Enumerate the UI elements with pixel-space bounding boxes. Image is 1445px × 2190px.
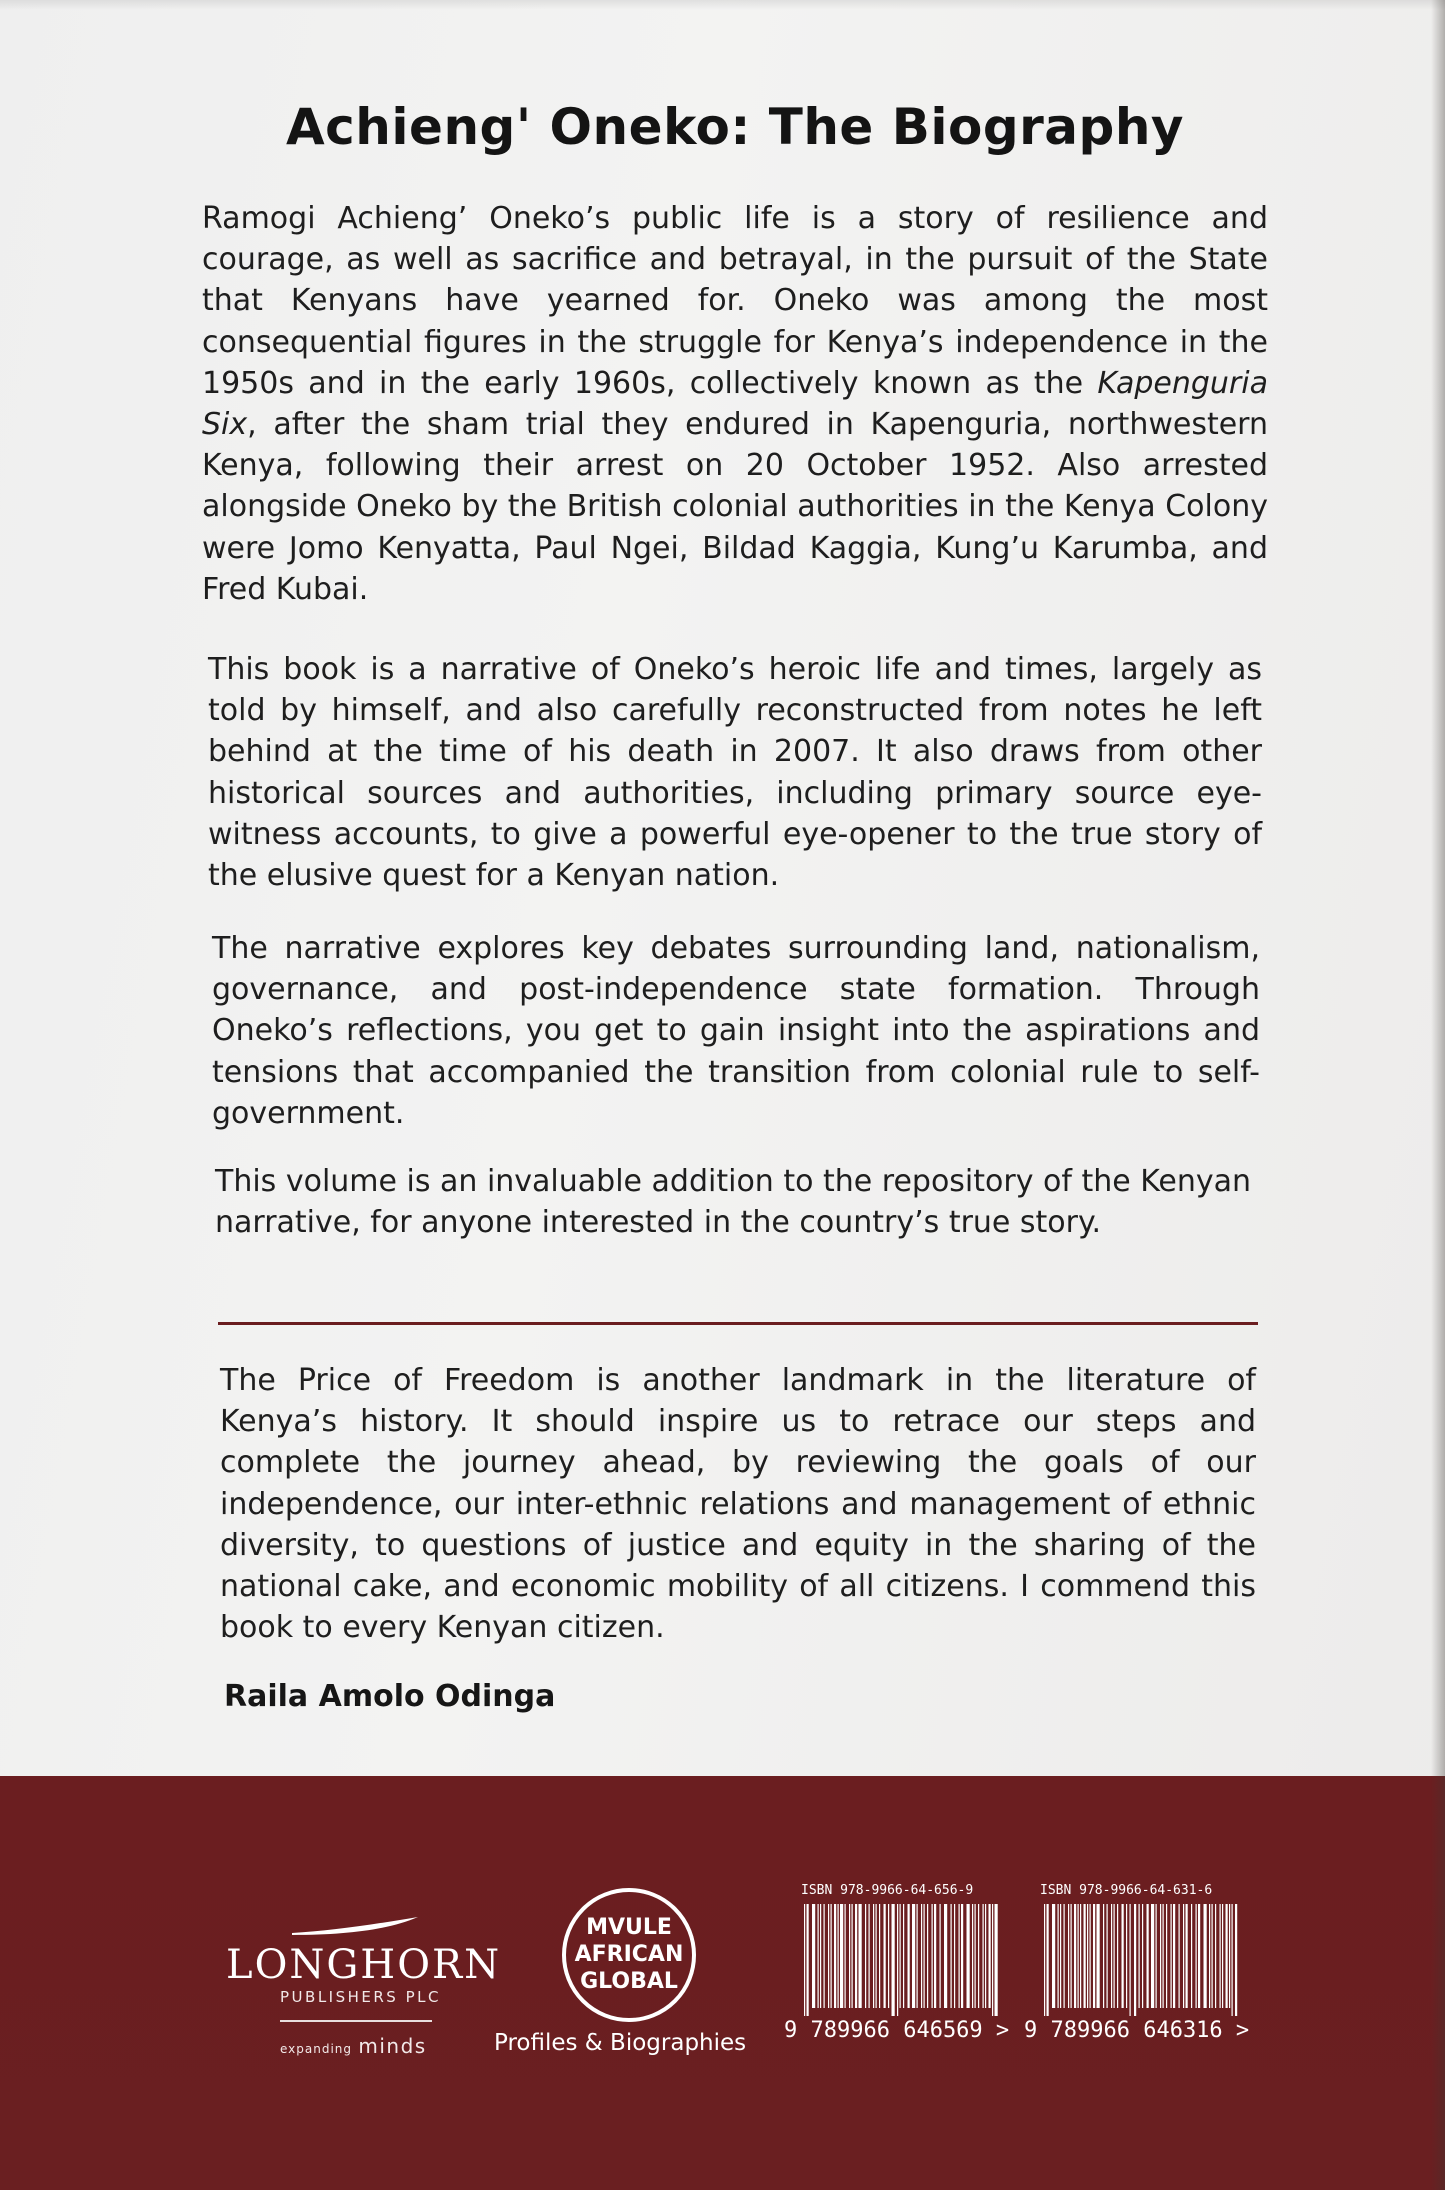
barcode-bar: [1156, 1904, 1157, 2008]
barcode-bar: [869, 1904, 870, 2008]
barcode-bar: [940, 1904, 941, 2008]
barcode-bar: [1229, 1904, 1230, 2008]
barcode-bar: [820, 1904, 821, 2008]
barcode-bar: [1179, 1904, 1180, 2008]
barcode-bar: [1068, 1904, 1069, 2008]
longhorn-logo-rule: [280, 2020, 432, 2022]
barcode-bar: [1204, 1904, 1207, 2008]
longhorn-logo-name: LONGHORN: [226, 1942, 502, 1988]
barcode-bar: [983, 1904, 984, 2008]
barcode-bar: [927, 1904, 928, 2008]
isbn-label-1: ISBN 978-9966-64-656-9: [801, 1883, 974, 1898]
barcode-bar: [959, 1904, 960, 2008]
barcode-bar: [892, 1904, 895, 2016]
barcode-bar: [1171, 1904, 1172, 2008]
barcode-bar: [873, 1904, 874, 2008]
barcode-bar: [876, 1904, 877, 2008]
barcode-bar: [1151, 1904, 1154, 2008]
barcode-bar: [1134, 1904, 1136, 2016]
barcode-bar: [1222, 1904, 1223, 2008]
barcode-bar: [1044, 1904, 1045, 2016]
barcode-bar: [932, 1904, 933, 2008]
barcode-bar: [1173, 1904, 1175, 2008]
blurb-paragraph-1-start: Ramogi Achieng’ Oneko’s public life is a story of resilience and courage, as well as sacrifice and betrayal, in the pursuit of the State that Kenyans have yearned for. Oneko was among the most consequential figures in the struggle for Kenya’s independence in the 1950s and in the early 1960s, collectively known as the: [202, 201, 1268, 401]
barcode-bar: [1080, 1904, 1081, 2008]
endorsement-quote: The Price of Freedom is another landmark in the literature of Kenya’s history. It should inspire us to retrace our steps and complete the journey ahead, by reviewing the goals of our independence, our inter-ethnic relations and management of ethnic diversity, to questions of justice and equity in the sharing of the national cake, and economic mobility of all citizens. I commend this book to every Kenyan citizen.: [220, 1363, 1256, 1646]
barcode-bar: [903, 1904, 904, 2008]
barcode-bar: [840, 1904, 843, 2008]
barcode-1-icon: [800, 1904, 1002, 2016]
barcode-bar: [1122, 1904, 1124, 2008]
endorsement-author: Raila Amolo Odinga: [224, 1679, 556, 1714]
barcode-bar: [1114, 1904, 1115, 2008]
barcode-bar: [1212, 1904, 1213, 2008]
barcode-bar: [897, 1904, 898, 2016]
mvule-logo-subtitle: Profiles & Biographies: [494, 2030, 747, 2056]
barcode-bar: [1139, 1904, 1140, 2008]
barcode-bar: [865, 1904, 866, 2008]
barcode-1-digits: 9 789966 646569 >: [784, 2018, 1010, 2043]
barcode-bar: [852, 1904, 853, 2008]
barcode-bar: [967, 1904, 970, 2008]
barcode-bar: [879, 1904, 880, 2008]
barcode-bar: [900, 1904, 901, 2008]
isbn-label-2: ISBN 978-9966-64-631-6: [1040, 1883, 1213, 1898]
barcode-bar: [818, 1904, 819, 2008]
barcode-bar: [1163, 1904, 1164, 2008]
longhorn-swoosh-icon: [290, 1915, 420, 1937]
barcode-bar: [838, 1904, 839, 2008]
longhorn-tagline-small: expanding: [280, 2042, 353, 2056]
blurb-paragraph-3: The narrative explores key debates surrounding land, nationalism, governance, and post-independence state formation. Through Oneko’s reflections, you get to gain insight into the aspirations and tensions that accompanied the transition from colonial rule to self-government.: [212, 931, 1260, 1131]
barcode-bar: [992, 1904, 993, 2016]
barcode-bar: [1198, 1904, 1200, 2008]
barcode-bar: [961, 1904, 963, 2008]
barcode-bar: [1078, 1904, 1079, 2008]
barcode-bar: [1130, 1904, 1131, 2016]
longhorn-logo-subtitle: PUBLISHERS PLC: [280, 1988, 441, 2006]
barcode-bar: [1093, 1904, 1095, 2008]
barcode-bar: [1160, 1904, 1161, 2008]
mvule-logo-line-3: GLOBAL: [580, 1969, 678, 1994]
longhorn-tagline-big: minds: [358, 2034, 427, 2058]
barcode-bar: [828, 1904, 829, 2008]
barcode-bar: [1196, 1904, 1197, 2008]
barcode-bar: [1142, 1904, 1143, 2008]
barcode-bar: [1117, 1904, 1118, 2008]
barcode-bar: [1058, 1904, 1059, 2008]
barcode-bar: [1064, 1904, 1065, 2008]
barcode-bar: [884, 1904, 886, 2008]
barcode-bar: [849, 1904, 850, 2008]
barcode-bar: [831, 1904, 832, 2008]
barcode-bar: [1107, 1904, 1108, 2008]
barcode-bar: [1220, 1904, 1221, 2008]
blurb-paragraph-1: [202, 198, 1268, 610]
barcode-bar: [812, 1904, 815, 2008]
barcode-bar: [934, 1904, 936, 2008]
barcode-bar: [951, 1904, 952, 2008]
barcode-bar: [1052, 1904, 1055, 2008]
mvule-logo-line-1: MVULE: [586, 1915, 672, 1940]
barcode-bar: [1191, 1904, 1192, 2008]
top-shadow: [0, 0, 1445, 10]
barcode-bar: [824, 1904, 825, 2008]
blurb-paragraph-2: This book is a narrative of Oneko’s heroic life and times, largely as told by himself, and also carefully reconstructed from notes he left behind at the time of his death in 2007. It also draws from other historical sources and authorities, including primary source eye-witness accounts, to give a powerful eye-opener to the true story of the elusive quest for a Kenyan nation.: [208, 652, 1262, 894]
barcode-bar: [921, 1904, 922, 2008]
barcode-bar: [989, 1904, 991, 2008]
barcode-bar: [1226, 1904, 1228, 2008]
barcode-bar: [855, 1904, 857, 2008]
section-divider: [218, 1322, 1258, 1325]
barcode-bar: [1074, 1904, 1076, 2008]
kapenguria-six-italic: Kapenguria Six: [202, 365, 1268, 443]
barcode-bar: [1183, 1904, 1184, 2008]
barcode-bar: [1060, 1904, 1061, 2008]
barcode-bar: [954, 1904, 955, 2008]
barcode-bar: [972, 1904, 973, 2008]
barcode-bar: [1166, 1904, 1167, 2008]
barcode-bar: [1232, 1904, 1233, 2016]
barcode-bar: [912, 1904, 915, 2008]
barcode-bar: [1071, 1904, 1072, 2008]
longhorn-tagline: [280, 2034, 427, 2058]
barcode-bar: [1047, 1904, 1049, 2016]
barcode-bar: [1084, 1904, 1086, 2008]
barcode-bar: [944, 1904, 947, 2008]
barcode-2-icon: [1040, 1904, 1242, 2016]
barcode-bar: [985, 1904, 986, 2008]
barcode-bar: [1147, 1904, 1149, 2008]
blurb-paragraph-1-end: , after the sham trial they endured in Kapenguria, northwestern Kenya, following their arrest on 20 October 1952. Also arrested alongside Oneko by the British colonial authorities in the Kenya Colony were Jomo Kenyatta, Paul Ngei, Bildad Kaggia, Kung’u Karumba, and Fred Kubai.: [202, 407, 1268, 607]
barcode-bar: [845, 1904, 846, 2008]
barcode-bar: [975, 1904, 976, 2008]
barcode-bar: [995, 1904, 998, 2016]
barcode-bar: [1087, 1904, 1088, 2008]
barcode-2-digits: 9 789966 646316 >: [1024, 2018, 1250, 2043]
mvule-logo-line-2: AFRICAN: [574, 1942, 684, 1967]
right-edge-shadow: [1431, 0, 1445, 2190]
barcode-bar: [908, 1904, 910, 2008]
barcode-bar: [1111, 1904, 1112, 2008]
barcode-bar: [924, 1904, 925, 2008]
barcode-bar: [1235, 1904, 1237, 2016]
barcode-bar: [888, 1904, 889, 2008]
barcode-bar: [1186, 1904, 1188, 2008]
barcode-bar: [834, 1904, 836, 2008]
barcode-bar: [1097, 1904, 1100, 2008]
blurb-paragraph-4: This volume is an invaluable addition to the repository of the Kenyan narrative, for anyone interested in the country’s true story.: [215, 1164, 1252, 1241]
barcode-bar: [1215, 1904, 1216, 2008]
barcode-bar: [807, 1904, 809, 2016]
barcode-bar: [978, 1904, 979, 2008]
barcode-bar: [859, 1904, 862, 2008]
barcode-bar: [1126, 1904, 1127, 2008]
barcode-bar: [804, 1904, 805, 2016]
book-title: Achieng' Oneko: The Biography: [285, 98, 1185, 156]
barcode-bar: [1103, 1904, 1104, 2008]
barcode-bar: [1209, 1904, 1210, 2008]
barcode-bar: [917, 1904, 918, 2008]
barcode-bar: [1090, 1904, 1091, 2008]
